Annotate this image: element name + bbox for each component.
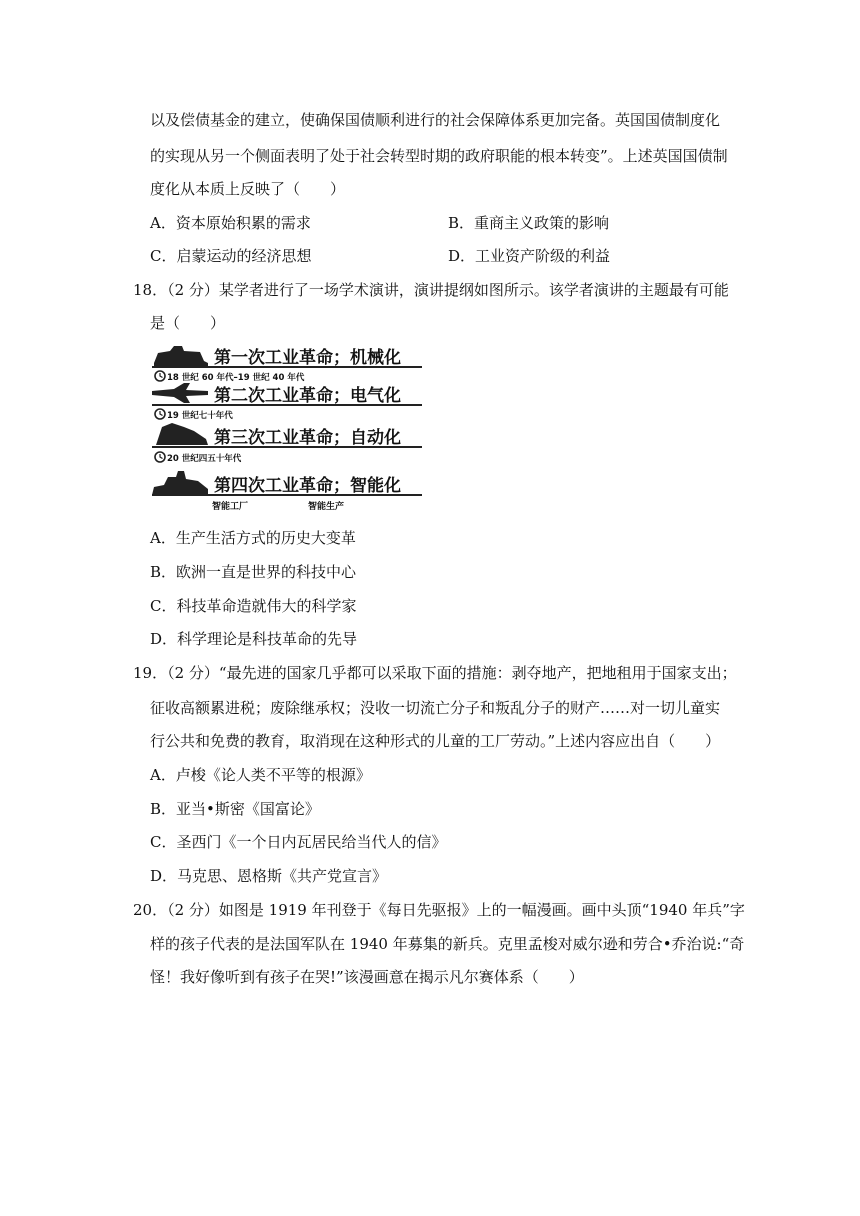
q18-line-2: 是（ ） — [150, 314, 226, 332]
q18-line-1: 18．（2 分）某学者进行了一场学术演讲，演讲提纲如图所示。该学者演讲的主题最有可能 — [133, 281, 729, 299]
q20-line-2: 样的孩子代表的是法国军队在 1940 年募集的新兵。克里孟梭对威尔逊和劳合•乔治说:“奇 — [150, 935, 745, 953]
industrial-revolution-figure — [150, 343, 425, 513]
machine-silhouette-icon — [154, 346, 208, 367]
q19-option-c[interactable]: C．圣西门《一个日内瓦居民给当代人的信》 — [150, 833, 447, 851]
q20-line-3: 怪！我好像听到有孩子在哭!”该漫画意在揭示凡尔赛体系（ ） — [150, 968, 584, 986]
q17-option-b[interactable]: B．重商主义政策的影响 — [448, 214, 610, 232]
q17-line-2: 的实现从另一个侧面表明了处于社会转型时期的政府职能的根本转变”。上述英国国债制 — [150, 147, 728, 165]
q17-line-3: 度化从本质上反映了（ ） — [150, 180, 346, 198]
q19-option-d[interactable]: D．马克思、恩格斯《共产党宣言》 — [150, 867, 388, 885]
q19-line-1: 19．（2 分）“最先进的国家几乎都可以采取下面的措施：剥夺地产，把地租用于国家支出； — [133, 664, 737, 682]
q17-option-c[interactable]: C．启蒙运动的经济思想 — [150, 247, 312, 265]
row-3-title: 第三次工业革命；自动化 — [214, 428, 401, 448]
row-1-note: 18 世纪 60 年代–19 世纪 40 年代 — [167, 373, 305, 383]
q17-option-a[interactable]: A．资本原始积累的需求 — [150, 214, 311, 232]
robot-arm-silhouette-icon — [156, 423, 208, 445]
q18-option-b[interactable]: B．欧洲一直是世界的科技中心 — [150, 563, 357, 581]
q20-line-1: 20．（2 分）如图是 1919 年刊登于《每日先驱报》上的一幅漫画。画中头顶“1940 年兵”字 — [133, 901, 745, 919]
row-1-title: 第一次工业革命；机械化 — [214, 348, 401, 368]
row-4-note-b: 智能生产 — [308, 502, 345, 512]
q17-line-1: 以及偿债基金的建立，使确保国债顺利进行的社会保障体系更加完备。英国国债制度化 — [150, 111, 721, 129]
q19-option-b[interactable]: B．亚当•斯密《国富论》 — [150, 800, 320, 818]
row-4-title: 第四次工业革命；智能化 — [214, 476, 401, 496]
aircraft-silhouette-icon — [152, 383, 208, 403]
q18-option-d[interactable]: D．科学理论是科技革命的先导 — [150, 630, 358, 648]
smart-factory-silhouette-icon — [152, 471, 208, 495]
q18-option-a[interactable]: A．生产生活方式的历史大变革 — [150, 529, 356, 547]
row-2-note: 19 世纪七十年代 — [167, 411, 233, 421]
row-3-note: 20 世纪四五十年代 — [167, 454, 242, 464]
q19-line-2: 征收高额累进税；废除继承权；没收一切流亡分子和叛乱分子的财产……对一切儿童实 — [150, 699, 721, 717]
q17-option-d[interactable]: D．工业资产阶级的利益 — [448, 247, 611, 265]
q19-line-3: 行公共和免费的教育，取消现在这种形式的儿童的工厂劳动。”上述内容应出自（ ） — [150, 732, 721, 750]
q19-option-a[interactable]: A．卢梭《论人类不平等的根源》 — [150, 766, 371, 784]
row-2-title: 第二次工业革命；电气化 — [214, 386, 401, 406]
q18-option-c[interactable]: C．科技革命造就伟大的科学家 — [150, 597, 357, 615]
row-4-note-a: 智能工厂 — [212, 502, 249, 512]
